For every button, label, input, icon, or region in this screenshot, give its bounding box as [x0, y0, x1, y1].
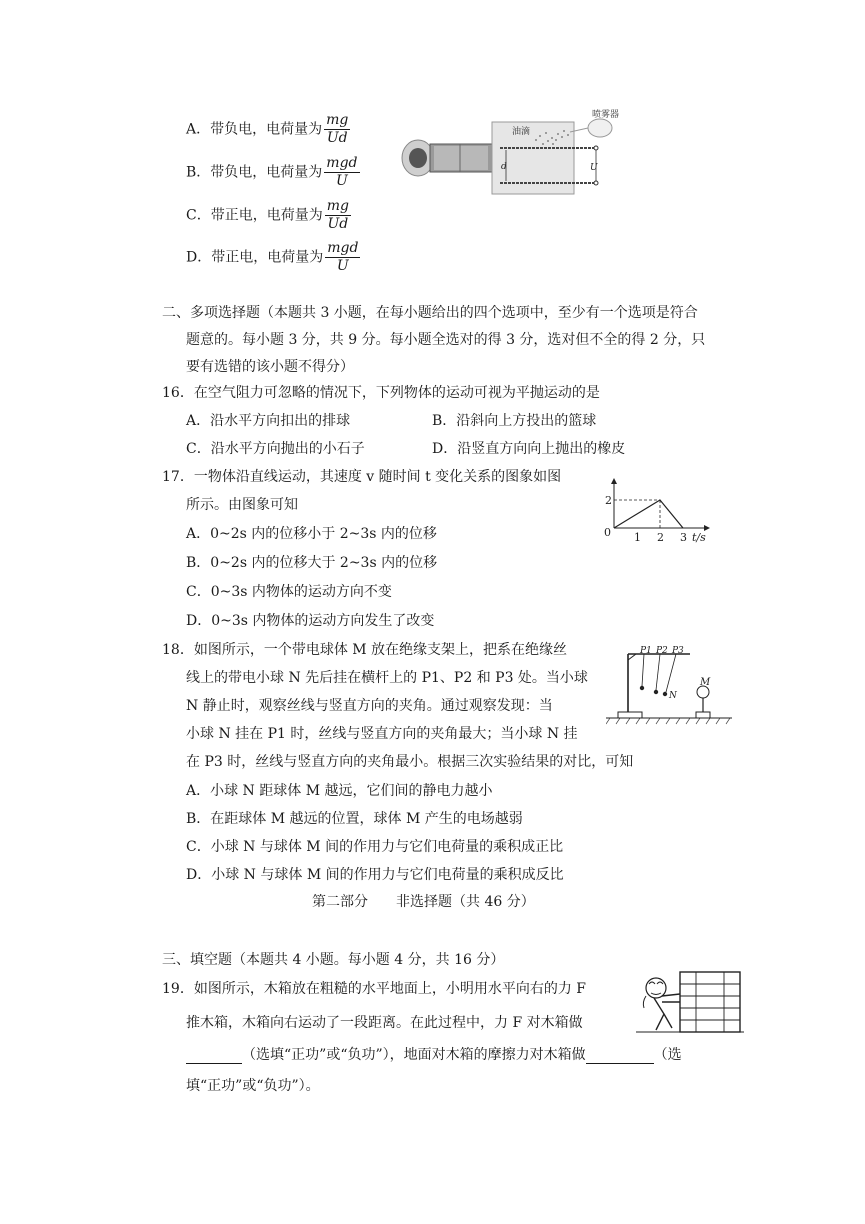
q17-option-b: B．0~2s 内的位移大于 2~3s 内的位移 — [186, 555, 438, 571]
answer-blank-2[interactable] — [586, 1047, 654, 1064]
part-2-heading: 第二部分 非选择题（共 46 分） — [312, 894, 535, 910]
p3-label: P3 — [672, 646, 684, 656]
q19-stem-line4: 填“正功”或“负功”）。 — [186, 1078, 320, 1094]
fraction — [325, 198, 351, 233]
q18-stem-line2: 线上的带电小球 N 先后挂在横杆上的 P1、P2 和 P3 处。当小球 — [186, 670, 588, 686]
y-axis-arrow-icon — [611, 478, 617, 484]
q17-stem: 17．一物体沿直线运动，其速度 v 随时间 t 变化关系的图象如图 — [162, 469, 562, 485]
x-axis-label: t/s — [692, 531, 706, 544]
q18-stem-line4: 小球 N 挂在 P1 时，丝线与竖直方向的夹角最大；当小球 N 挂 — [186, 726, 578, 742]
fraction — [324, 112, 350, 147]
ball-n-label: N — [669, 691, 677, 701]
answer-blank-1[interactable] — [186, 1047, 242, 1064]
q15-option-d — [186, 240, 360, 275]
section-2-heading-line2: 题意的。每小题 3 分，共 9 分。每小题全选对的得 3 分，选对但不全的得 2 分，只 — [186, 332, 706, 348]
q18-option-d: D．小球 N 与球体 M 间的作用力与它们电荷量的乘积成反比 — [186, 867, 564, 883]
fraction — [325, 240, 360, 275]
q18-option-a: A．小球 N 距球体 M 越远，它们间的静电力越小 — [186, 783, 493, 799]
fraction-numerator: mg — [326, 112, 349, 128]
fraction — [324, 155, 359, 190]
q18-stem-line5: 在 P3 时，丝线与竖直方向的夹角最小。根据三次实验结果的对比，可知 — [186, 754, 634, 770]
q18-option-b: B．在距球体 M 越远的位置，球体 M 产生的电场越弱 — [186, 811, 523, 827]
x-tick-label: 1 — [634, 531, 641, 544]
x-tick-label: 3 — [680, 531, 687, 544]
q18-option-c: C．小球 N 与球体 M 间的作用力与它们电荷量的乘积成正比 — [186, 839, 564, 855]
q19-text: （选填“正功”或“负功”），地面对木箱的摩擦力对木箱做 — [242, 1047, 586, 1063]
q18-stem: 18．如图所示，一个带电球体 M 放在绝缘支架上，把系在绝缘丝 — [162, 642, 568, 658]
velocity-series-line — [614, 500, 683, 528]
velocity-time-graph — [600, 478, 710, 544]
q16-option-d: D．沿竖直方向向上抛出的橡皮 — [432, 441, 626, 457]
p1-label: P1 — [640, 646, 652, 656]
section-3-heading: 三、填空题（本题共 4 小题。每小题 4 分，共 16 分） — [162, 952, 505, 968]
gap-d-label: d — [501, 162, 507, 172]
q19-stem: 19．如图所示，木箱放在粗糙的水平地面上，小明用水平向右的力 F — [162, 981, 586, 997]
option-label: B．带负电，电荷量为 — [186, 164, 323, 181]
fraction-numerator: mgd — [327, 240, 359, 256]
q18-stem-line3: N 静止时，观察丝线与竖直方向的夹角。通过观察发现：当 — [186, 698, 553, 714]
q15-option-a — [186, 112, 350, 147]
q16-option-c: C．沿水平方向抛出的小石子 — [186, 441, 365, 457]
option-label: A．带负电，电荷量为 — [186, 121, 323, 138]
voltage-u-label: U — [590, 163, 598, 173]
pushing-crate-illustration — [636, 966, 744, 1038]
oil-drop-apparatus-figure — [400, 106, 640, 196]
q17-option-d: D．0~3s 内物体的运动方向发生了改变 — [186, 613, 435, 629]
fraction-denominator: Ud — [327, 216, 349, 232]
fraction-denominator: Ud — [326, 130, 348, 146]
oil-drop-label: 油滴 — [512, 127, 531, 137]
option-label: C．带正电，电荷量为 — [186, 207, 323, 224]
fraction-denominator: U — [336, 258, 349, 274]
q19-text: （选 — [653, 1047, 682, 1063]
q17-stem-line2: 所示。由图象可知 — [186, 497, 298, 513]
x-tick-label: 2 — [657, 531, 664, 544]
q19-stem-line2: 推木箱，木箱向右运动了一段距离。在此过程中，力 F 对木箱做 — [186, 1015, 583, 1031]
section-2-heading: 二、多项选择题（本题共 3 小题，在每小题给出的四个选项中，至少有一个选项是符合 — [162, 305, 698, 321]
origin-label: 0 — [604, 526, 611, 539]
q16-stem: 16．在空气阻力可忽略的情况下，下列物体的运动可视为平抛运动的是 — [162, 385, 600, 401]
fraction-numerator: mgd — [326, 155, 358, 171]
electrostatic-apparatus-figure — [606, 642, 732, 726]
y-tick-label: 2 — [605, 494, 612, 507]
q15-option-c — [186, 198, 351, 233]
q17-option-a: A．0~2s 内的位移小于 2~3s 内的位移 — [186, 526, 437, 542]
sprayer-label: 喷雾器 — [592, 110, 620, 120]
fraction-denominator: U — [335, 173, 348, 189]
q16-option-a: A．沿水平方向扣出的排球 — [186, 413, 351, 429]
section-2-heading-line3: 要有选错的该小题不得分） — [186, 359, 354, 375]
fraction-numerator: mg — [326, 198, 349, 214]
q19-stem-line3 — [186, 1044, 682, 1064]
q15-option-b — [186, 155, 360, 190]
option-label: D．带正电，电荷量为 — [186, 249, 324, 266]
q16-option-b: B．沿斜向上方投出的篮球 — [432, 413, 597, 429]
p2-label: P2 — [656, 646, 668, 656]
sphere-m-label: M — [700, 677, 711, 688]
q17-option-c: C．0~3s 内物体的运动方向不变 — [186, 584, 392, 600]
